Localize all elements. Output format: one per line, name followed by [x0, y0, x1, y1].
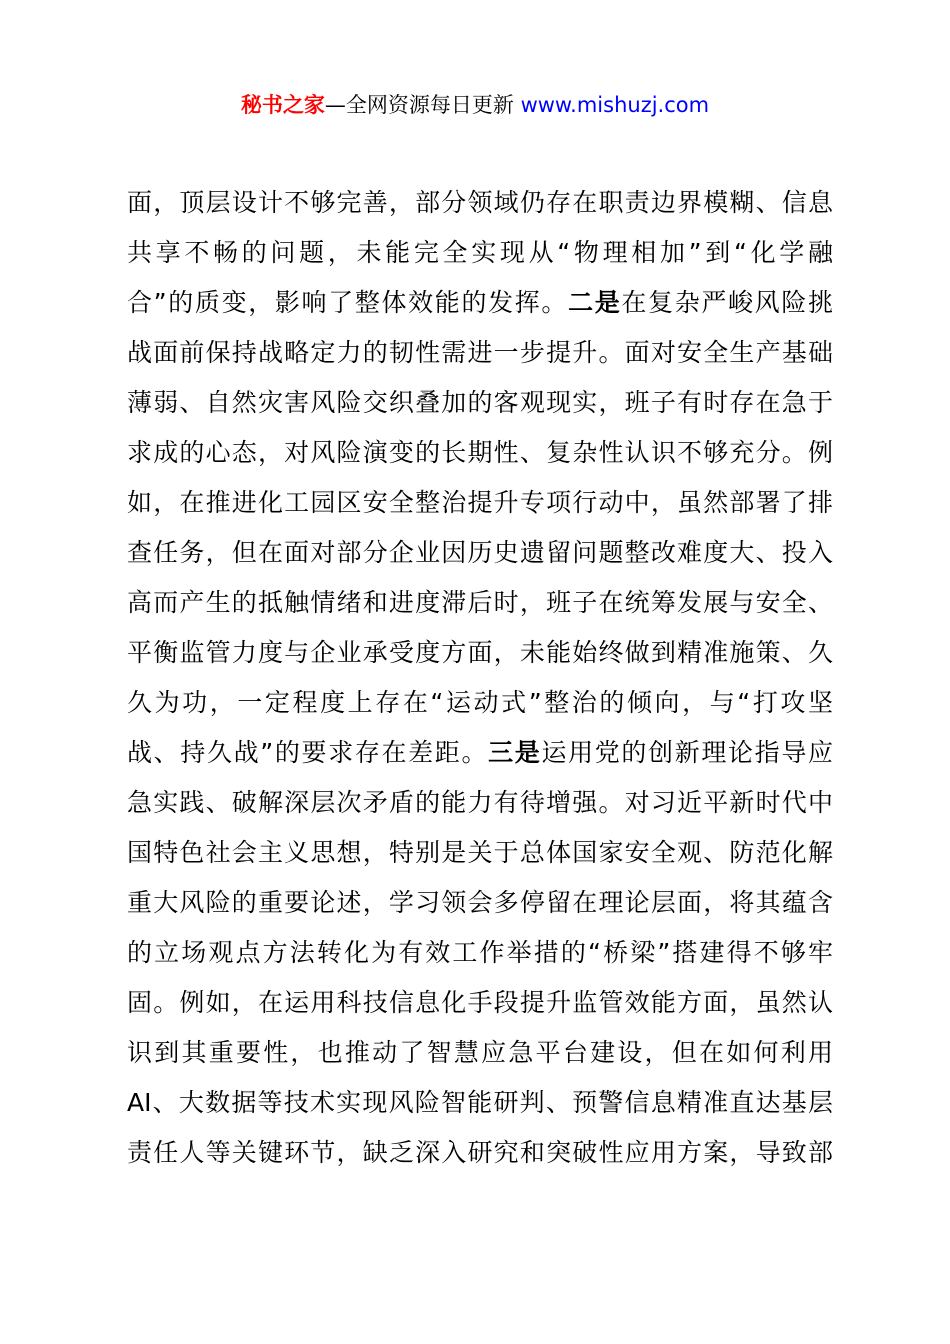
paragraph-line — [127, 1028, 833, 1078]
line-text: 合”的质变，影响了整体效能的发挥。 — [127, 288, 569, 317]
paragraph-line — [127, 478, 833, 528]
paragraph-line — [127, 178, 833, 228]
paragraph-line — [127, 1128, 833, 1178]
line-text: 固。例如，在运用科技信息化手段提升监管效能方面，虽然认 — [127, 988, 833, 1017]
paragraph-line — [127, 528, 833, 578]
line-text: 重大风险的重要论述，学习领会多停留在理论层面，将其蕴含 — [127, 888, 833, 917]
line-text: 高而产生的抵触情绪和进度滞后时，班子在统筹发展与安全、 — [127, 588, 833, 617]
paragraph-line — [127, 928, 833, 978]
brand-name: 秘书之家 — [240, 93, 325, 117]
paragraph-line — [127, 578, 833, 628]
paragraph-line — [127, 278, 833, 328]
paragraph-line — [127, 628, 833, 678]
paragraph-line — [127, 328, 833, 378]
line-text: 求成的心态，对风险演变的长期性、复杂性认识不够充分。例 — [127, 438, 833, 467]
site-url-link[interactable]: www.mishuzj.com — [520, 93, 710, 117]
paragraph-line — [127, 378, 833, 428]
emphasis-text: 三是 — [488, 738, 542, 767]
paragraph-line — [127, 728, 833, 778]
paragraph-line — [127, 978, 833, 1028]
paragraph-line — [127, 878, 833, 928]
line-text: 识到其重要性，也推动了智慧应急平台建设，但在如何利用 — [127, 1038, 833, 1067]
line-text: 运用党的创新理论指导应 — [541, 738, 833, 767]
emphasis-text: 二是 — [568, 288, 622, 317]
line-text: 薄弱、自然灾害风险交织叠加的客观现实，班子有时存在急于 — [127, 388, 833, 417]
document-body — [127, 178, 833, 1178]
line-text: AI、大数据等技术实现风险智能研判、预警信息精准直达基层 — [127, 1088, 833, 1117]
paragraph-line — [127, 828, 833, 878]
line-text: 如，在推进化工园区安全整治提升专项行动中，虽然部署了排 — [127, 488, 833, 517]
line-text: 面，顶层设计不够完善，部分领域仍存在职责边界模糊、信息 — [127, 188, 833, 217]
paragraph-line — [127, 678, 833, 728]
line-text: 急实践、破解深层次矛盾的能力有待增强。对习近平新时代中 — [127, 788, 833, 817]
page-header — [0, 88, 950, 122]
line-text: 在复杂严峻风险挑 — [621, 288, 833, 317]
line-text: 久为功，一定程度上存在“运动式”整治的倾向，与“打攻坚 — [127, 688, 833, 717]
paragraph-line — [127, 228, 833, 278]
line-text: 的立场观点方法转化为有效工作举措的“桥梁”搭建得不够牢 — [127, 938, 833, 967]
header-tagline: —全网资源每日更新 — [324, 93, 521, 117]
line-text: 责任人等关键环节，缺乏深入研究和突破性应用方案，导致部 — [127, 1138, 833, 1167]
line-text: 战面前保持战略定力的韧性需进一步提升。面对安全生产基础 — [127, 338, 833, 367]
line-text: 共享不畅的问题，未能完全实现从“物理相加”到“化学融 — [127, 238, 833, 267]
line-text: 国特色社会主义思想，特别是关于总体国家安全观、防范化解 — [127, 838, 833, 867]
paragraph-line — [127, 428, 833, 478]
line-text: 战、持久战”的要求存在差距。 — [127, 738, 489, 767]
paragraph-line — [127, 1078, 833, 1128]
line-text: 平衡监管力度与企业承受度方面，未能始终做到精准施策、久 — [127, 638, 833, 667]
line-text: 查任务，但在面对部分企业因历史遗留问题整改难度大、投入 — [127, 538, 833, 567]
paragraph-line — [127, 778, 833, 828]
